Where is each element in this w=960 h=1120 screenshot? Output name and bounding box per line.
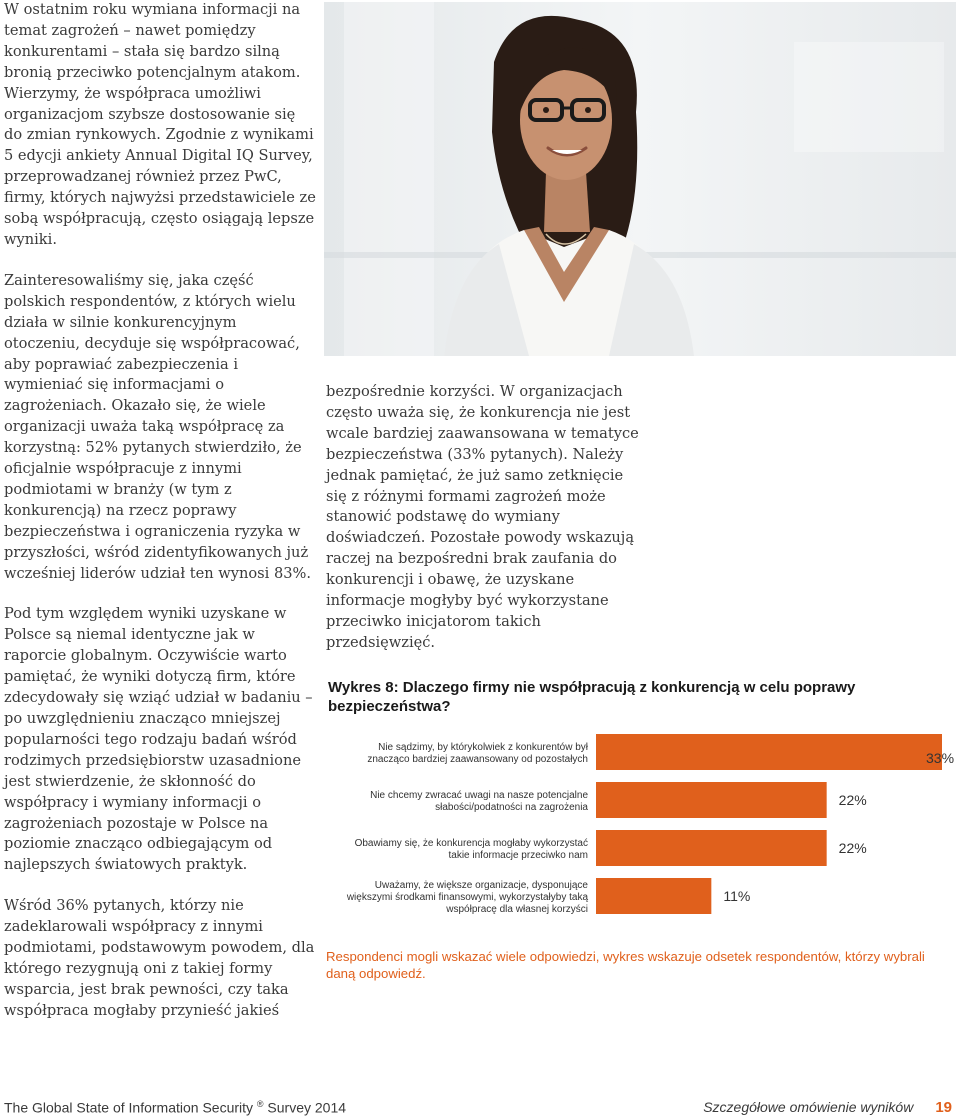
bar-3: [596, 830, 827, 866]
chart-title: Wykres 8: Dlaczego firmy nie współpracują z konkurencją w celu poprawy bezpieczeństwa?: [328, 679, 856, 715]
value-label-1: 33%: [926, 750, 955, 766]
bar-chart-svg: [326, 728, 960, 928]
bar-4: [596, 878, 711, 914]
registered-mark: ®: [256, 1099, 264, 1109]
category-label-4: Uważamy, że większe organizacje, dysponujące większymi środkami finansowymi, wykorzystałyby taką współpracę dla własnej korzyści: [346, 880, 588, 915]
bar-2: [596, 782, 827, 818]
portrait-illustration: [324, 2, 956, 356]
body-paragraph-1: W ostatnim roku wymiana informacji na temat zagrożeń – nawet pomiędzy konkurentami – stała się bardzo silną bronią przeciwko potencjalnym atakom. Wierzymy, że współpraca umożliwi organizacjom szybsze dostosowanie się do zmian rynkowych. Zgodnie z wynikami 5 edycji ankiety Annual Digital IQ Survey, przeprowadzanej również przez PwC, firmy, których najwyżsi przedstawiciele ze sobą współpracują, często osiągają lepsze wyniki.: [4, 1, 316, 248]
chart-note: Respondenci mogli wskazać wiele odpowiedzi, wykres wskazuje odsetek respondentów, którzy wybrali daną odpowiedź.: [326, 949, 925, 981]
portrait-photo: [324, 2, 956, 356]
page-number: 19: [935, 1099, 952, 1116]
value-label-4: 11%: [723, 888, 751, 904]
right-paragraph: bezpośrednie korzyści. W organizacjach często uważa się, że konkurencja nie jest wcale bardziej zaawansowana w tematyce bezpieczeństwa (33% pytanych). Należy jednak pamiętać, że już samo zetknięcie się z różnymi formami zagrożeń może stanowić podstawę do wymiany doświadczeń. Pozostałe powody wskazują raczej na bezpośredni brak zaufania do konkurencji i obawę, że uzyskane informacje mogłyby być wykorzystane przeciwko inicjatorom takich przedsięwzięć.: [326, 383, 639, 651]
body-paragraph-2: Zainteresowaliśmy się, jaka część polskich respondentów, z których wielu działa w silnie konkurencyjnym otoczeniu, decyduje się współpracować, aby poprawiać zabezpieczenia i wymieniać się informacjami o zagrożeniach. Okazało się, że wiele organizacji uważa taką współpracę za korzystną: 52% pytanych stwierdziło, że oficjalnie współpracuje z innymi podmiotami w branży (w tym z konkurencją) na rzecz poprawy bezpieczeństwa i ograniczenia ryzyka w przyszłości, wśród zidentyfikowanych już wcześniej liderów udział ten wynosi 83%.: [4, 271, 312, 582]
left-column: [4, 0, 316, 1042]
footer-title-after: Survey 2014: [263, 1099, 347, 1116]
category-label-3: Obawiamy się, że konkurencja mogłaby wykorzystać takie informacje przeciwko nam: [354, 838, 588, 861]
category-label-1: Nie sądzimy, by którykolwiek z konkurentów był znacząco bardziej zaawansowany od pozostałych: [367, 742, 588, 765]
value-label-2: 22%: [838, 792, 867, 808]
value-label-3: 22%: [838, 840, 867, 856]
footer-title-before: The Global State of Information Security: [4, 1099, 254, 1116]
footer-publication-title: [4, 1099, 346, 1116]
footer-section-name: Szczegółowe omówienie wyników: [703, 1099, 914, 1115]
bar-chart: [326, 728, 960, 928]
right-column: [326, 382, 644, 674]
body-paragraph-4: Wśród 36% pytanych, którzy nie zadeklarowali współpracy z innymi podmiotami, podstawowym powodem, dla którego rezygnują oni z takiej formy wsparcia, jest brak pewności, czy taka współpraca mogłaby przynieść jakieś: [4, 897, 315, 1019]
footer-section: [703, 1099, 952, 1116]
body-paragraph-3: Pod tym względem wyniki uzyskane w Polsce są niemal identyczne jak w raporcie globalnym. Oczywiście warto pamiętać, że wyniki dotyczą firm, które zdecydowały się wziąć udział w badaniu – po uwzględnieniu znacząco mniejszej popularności tego rodzaju badań wśród rodzimych przedsiębiorstw uzasadnione jest stwierdzenie, że skłonność do współpracy i wymiany informacji o zagrożeniach pozostaje w Polsce na poziomie znacząco odbiegającym od najlepszych światowych praktyk.: [4, 605, 313, 874]
bar-1: [596, 734, 942, 770]
category-label-2: Nie chcemy zwracać uwagi na nasze potencjalne słabości/podatności na zagrożenia: [370, 790, 588, 813]
